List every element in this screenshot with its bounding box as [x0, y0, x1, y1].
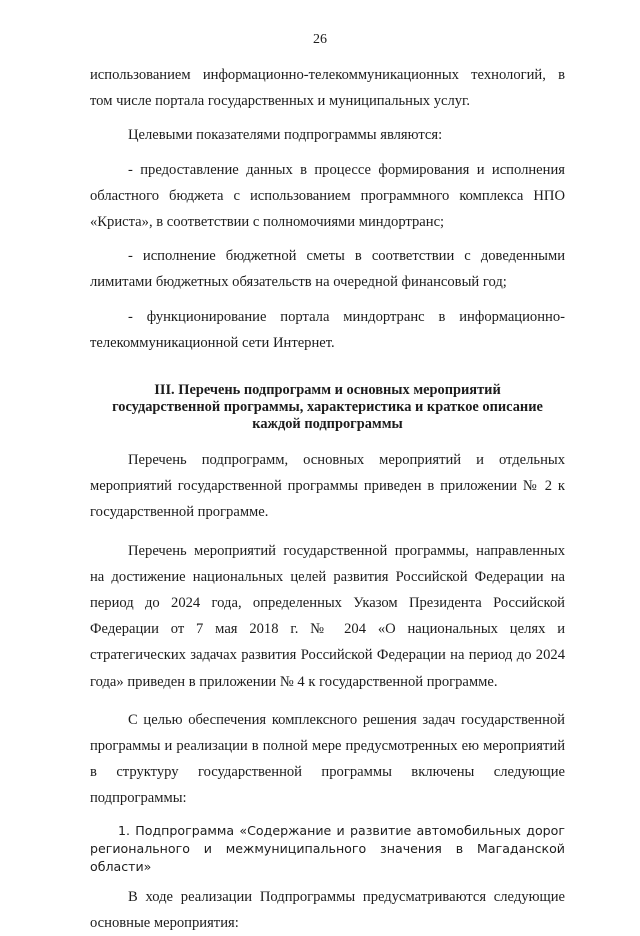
section-heading-line: государственной программы, характеристика и краткое описание	[112, 399, 543, 416]
paragraph-national-goals: Перечень мероприятий государственной программы, направленных на достижение национальных целей развития Российской Федерации на период до 2024 года, определенных Указом Президента Российской Федерации от 7 мая 2018 г. № 204 «О национальных целях и стратегических задачах развития Российской Федерации на период до 2024 года» приведен в приложении № 4 к государственной программе.	[90, 542, 565, 690]
section-heading-line: III. Перечень подпрограмм и основных мероприятий	[154, 382, 501, 399]
list-item-portal: - функционирование портала миндортранс в информационно-телекоммуникационной сети Интернет.	[90, 308, 565, 351]
paragraph-continuation: использованием информационно-телекоммуникационных технологий, в том числе портала государственных и муниципальных услуг.	[90, 67, 565, 110]
section-heading	[90, 382, 565, 433]
spacer	[90, 695, 565, 707]
subprogram-item-title: 1. Подпрограмма «Содержание и развитие автомобильных дорог регионального и межмуниципального значения в Магаданской области»	[90, 822, 565, 874]
spacer	[90, 235, 565, 243]
paragraph-subprograms-list: Перечень подпрограмм, основных мероприятий и отдельных мероприятий государственной программы приведен в приложении № 2 к государственной программе.	[90, 452, 565, 521]
page-number: 26	[313, 32, 327, 47]
spacer	[90, 526, 565, 538]
spacer	[90, 149, 565, 157]
paragraph-target-indicators: Целевыми показателями подпрограммы являются:	[128, 127, 443, 144]
paragraph-main-activities: В ходе реализации Подпрограммы предусматриваются следующие основные мероприятия:	[90, 888, 565, 931]
paragraph-comprehensive-solution: С целью обеспечения комплексного решения задач государственной программы и реализации в полной мере предусмотренных ею мероприятий в структуру государственной программы включены следующие подпрограммы:	[90, 711, 565, 807]
subprogram-block	[90, 822, 565, 876]
page-content	[90, 62, 565, 936]
spacer	[90, 114, 565, 122]
section-heading-line: каждой подпрограммы	[252, 416, 403, 433]
spacer	[90, 296, 565, 304]
list-item-budget-data: - предоставление данных в процессе формирования и исполнения областного бюджета с использованием программного комплекса НПО «Криста», в соответствии с полномочиями миндортранс;	[90, 161, 565, 231]
list-item-budget-estimate: - исполнение бюджетной сметы в соответствии с доведенными лимитами бюджетных обязательств на очередной финансовый год;	[90, 248, 565, 291]
